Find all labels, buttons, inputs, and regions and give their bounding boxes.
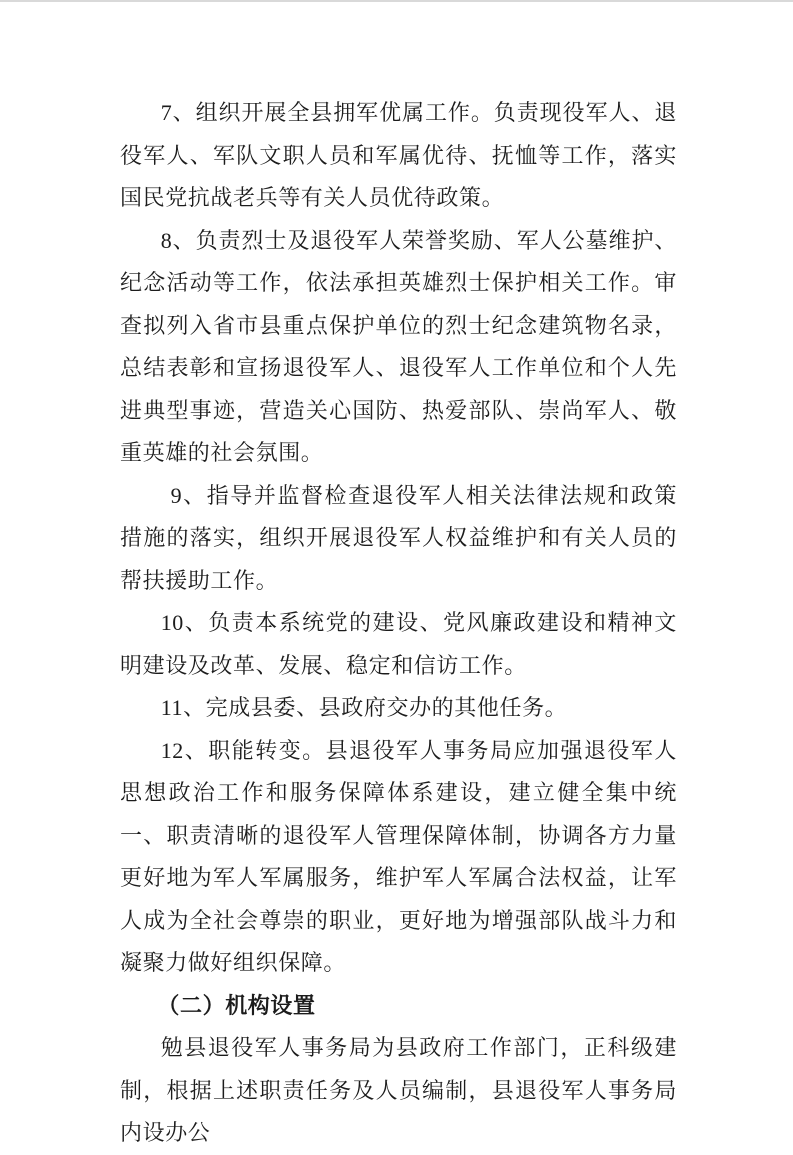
paragraph-item-12: 12、职能转变。县退役军人事务局应加强退役军人思想政治工作和服务保障体系建设，建立健全集中统一、职责清晰的退役军人管理保障体制，协调各方力量更好地为军人军属服务，维护军人军属合法权益，让军人成为全社会尊崇的职业，更好地为增强部队战斗力和凝聚力做好组织保障。	[120, 737, 677, 975]
paragraph-body-continuation: 勉县退役军人事务局为县政府工作部门，正科级建制，根据上述职责任务及人员编制，县退役军人事务局内设办公	[120, 1035, 677, 1145]
paragraph-item-11: 11、完成县委、县政府交办的其他任务。	[160, 695, 568, 720]
paragraph-item-8: 8、负责烈士及退役军人荣誉奖励、军人公墓维护、纪念活动等工作，依法承担英雄烈士保护相关工作。审查拟列入省市县重点保护单位的烈士纪念建筑物名录，总结表彰和宣扬退役军人、退役军人工作单位和个人先进典型事迹，营造关心国防、热爱部队、崇尚军人、敬重英雄的社会氛围。	[120, 227, 677, 465]
paragraph-item-10: 10、负责本系统党的建设、党风廉政建设和精神文明建设及改革、发展、稳定和信访工作。	[120, 610, 677, 678]
section-heading-org-setup: （二）机构设置	[157, 992, 316, 1018]
paragraph-item-9: 9、指导并监督检查退役军人相关法律法规和政策措施的落实，组织开展退役军人权益维护和有关人员的帮扶援助工作。	[120, 482, 677, 593]
paragraph-item-7: 7、组织开展全县拥军优属工作。负责现役军人、退役军人、军队文职人员和军属优待、抚恤等工作，落实国民党抗战老兵等有关人员优待政策。	[120, 100, 677, 210]
